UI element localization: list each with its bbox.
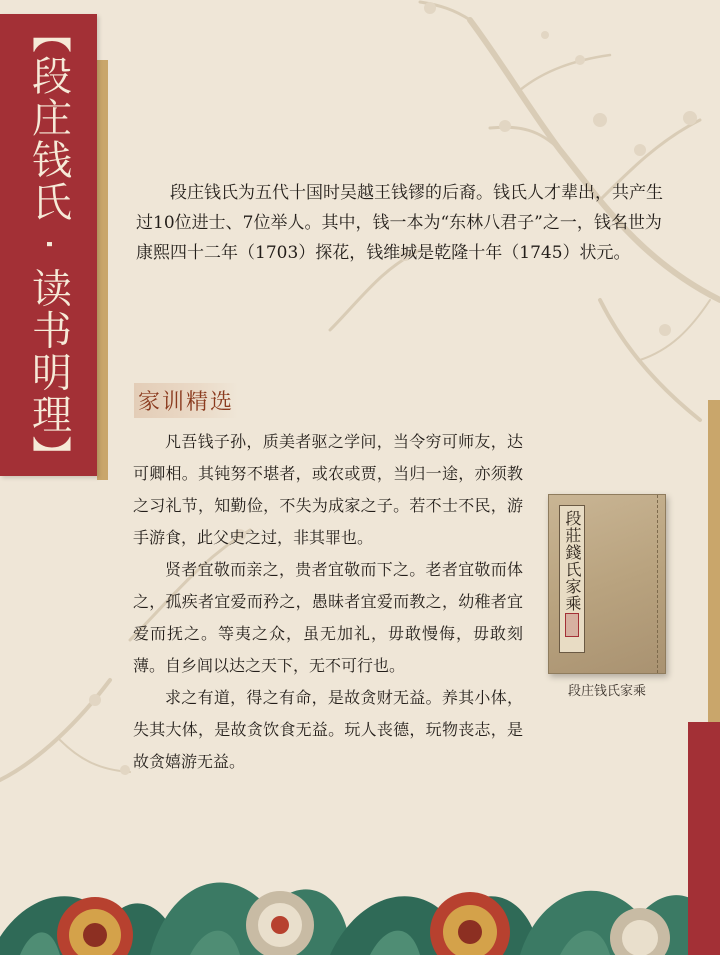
intro-paragraph: 段庄钱氏为五代十国时吴越王钱镠的后裔。钱氏人才辈出，共产生过10位进士、7位举人。其中，钱一本为“东林八君子”之一，钱名世为康熙四十二年（1703）探花，钱维城是乾隆十年（1745）状元。 [136, 183, 663, 263]
section-title: 家训精选 [134, 383, 238, 418]
motto-paragraph: 贤者宜敬而亲之，贵者宜敬而下之。老者宜敬而体之，孤疾者宜爱而矜之，愚昧者宜爱而教之，幼稚者宜爱而抚之。等夷之众，虽无加礼，毋敢慢侮，毋敢刻薄。自乡闾以达之天下，无不可行也。 [133, 560, 523, 675]
page-title: 【段庄钱氏 · 读书明理】 [25, 12, 72, 478]
book-seal-stamp [565, 613, 579, 637]
book-caption: 段庄钱氏家乘 [567, 684, 646, 699]
right-gold-accent [708, 400, 720, 760]
title-banner [0, 14, 97, 476]
book-binding-line [657, 495, 659, 673]
left-gold-accent [97, 60, 108, 480]
motto-paragraph: 求之有道，得之有命，是故贪财无益。养其小体，失其大体，是故贪饮食无益。玩人丧德，玩物丧志，是故贪嬉游无益。 [133, 688, 523, 771]
floral-border-decoration [0, 820, 720, 955]
genealogy-book-image [548, 494, 666, 674]
family-motto-text [133, 426, 523, 778]
book-title-text: 段莊錢氏家乘 [563, 510, 582, 612]
motto-paragraph: 凡吾钱子孙，质美者驱之学问，当令穷可师友，达可卿相。其钝努不堪者，或农或贾，当归一途，亦须教之习礼节，知勤俭，不失为成家之子。若不士不民，游手游食，此父史之过，非其罪也。 [133, 432, 523, 547]
right-red-accent [688, 722, 720, 955]
genealogy-book-figure [548, 494, 666, 699]
